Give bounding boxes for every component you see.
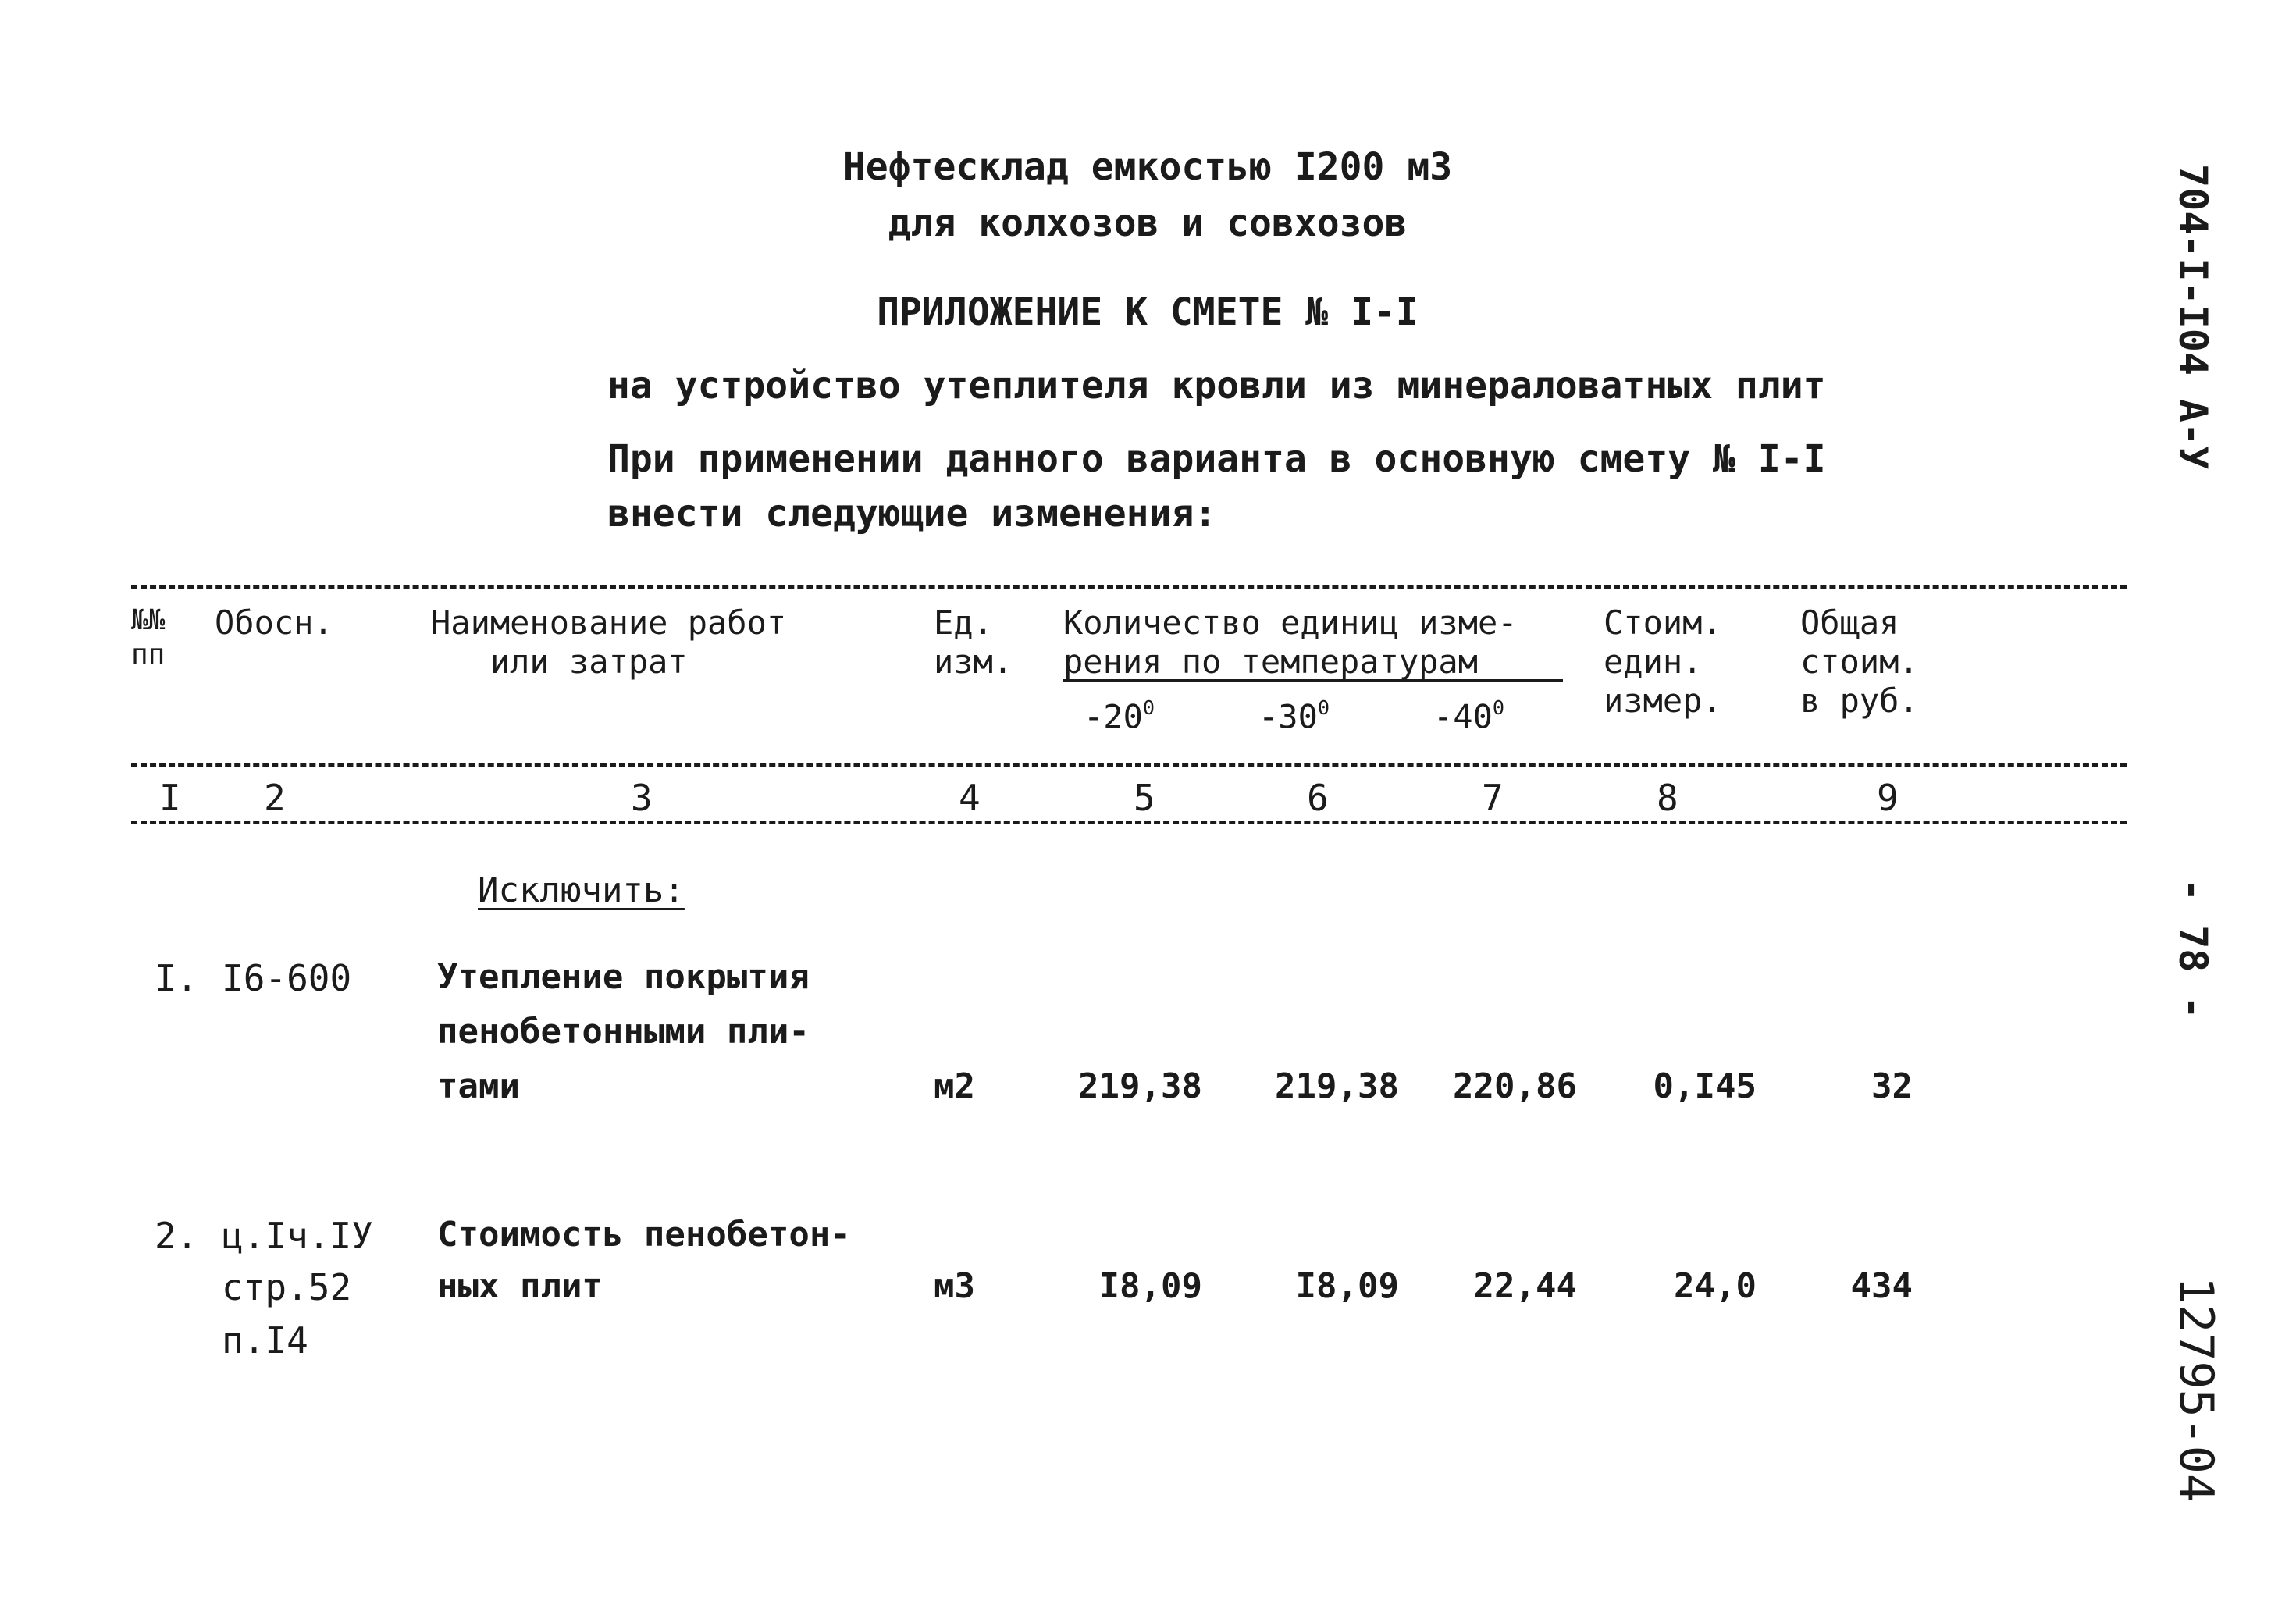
row1-total: 32 [1871,1066,1913,1106]
col-number-8: 8 [1657,777,1678,819]
row2-name-line2: ных плит [437,1266,603,1306]
row2-unit: м3 [934,1266,975,1306]
col-number-5: 5 [1134,777,1155,819]
row2-basis-line3: п.I4 [222,1319,308,1361]
row2-basis-line1: ц.Iч.IУ [222,1215,373,1257]
row1-name-line1: Утепление покрытия [437,957,810,997]
header-bottom-rule [131,763,2127,767]
row2-total: 434 [1850,1266,1913,1306]
header-num: №№ пп [131,604,166,671]
row1-basis: I6-600 [222,957,352,999]
header-qty-underline [1063,679,1563,682]
header-temp-30: $-30^0$ [1258,696,1330,736]
header-name: Наименование работ или затрат [431,603,787,681]
col-number-4: 4 [959,777,981,819]
page-number-vertical: - 78 - [2170,878,2216,1020]
header-total-cost: Общая стоим. в руб. [1800,603,1919,720]
archive-number-vertical: 12795-04 [2169,1276,2223,1502]
col-number-1: I [159,777,181,819]
row2-unit-cost: 24,0 [1674,1266,1757,1306]
col-number-9: 9 [1877,777,1899,819]
row2-name-line1: Стоимость пенобетон- [437,1215,851,1255]
row2-qty-40: 22,44 [1473,1266,1577,1306]
col-number-2: 2 [264,777,286,819]
section-exclude-label: Исключить: [478,870,685,910]
row1-qty-20: 219,38 [1078,1066,1202,1106]
doc-code-vertical: 704-I-I04 А-У [2170,164,2216,470]
row2-num: 2. [155,1215,198,1257]
header-basis: Обосн. [215,603,333,642]
row2-qty-20: I8,09 [1098,1266,1202,1306]
note-line1: При применении данного варианта в основную смету № I-I [607,437,1826,481]
row1-qty-40: 220,86 [1453,1066,1577,1106]
appendix-title: ПРИЛОЖЕНИЕ К СМЕТЕ № I-I [877,290,1419,334]
doc-title-line1: Нефтесклад емкостью I200 м3 [842,145,1453,189]
note-line2: внести следующие изменения: [607,492,1217,536]
row1-name-line2: пенобетонными пли- [437,1012,810,1052]
header-temp-20: $-20^0$ [1084,696,1155,736]
header-unit: Ед. изм. [934,603,1013,681]
row2-qty-30: I8,09 [1295,1266,1399,1306]
col-number-6: 6 [1307,777,1329,819]
row1-unit-cost: 0,I45 [1653,1066,1757,1106]
header-qty-line1: Количество единиц изме- [1063,603,1518,642]
row1-num: I. [155,957,198,999]
header-temp-40: $-40^0$ [1433,696,1505,736]
table-top-rule [131,585,2127,589]
column-number-rule [131,821,2127,824]
row1-name-line3: тами [437,1066,520,1106]
doc-title-line2: для колхозов и совхозов [888,201,1408,245]
header-qty-line2: рения по температурам [1063,642,1479,681]
subject-line: на устройство утеплителя кровли из минераловатных плит [607,364,1826,408]
header-unit-cost: Стоим. един. измер. [1604,603,1722,720]
row1-unit: м2 [934,1066,975,1106]
row2-basis-line2: стр.52 [222,1266,352,1308]
col-number-3: 3 [631,777,653,819]
row1-qty-30: 219,38 [1275,1066,1399,1106]
col-number-7: 7 [1482,777,1504,819]
